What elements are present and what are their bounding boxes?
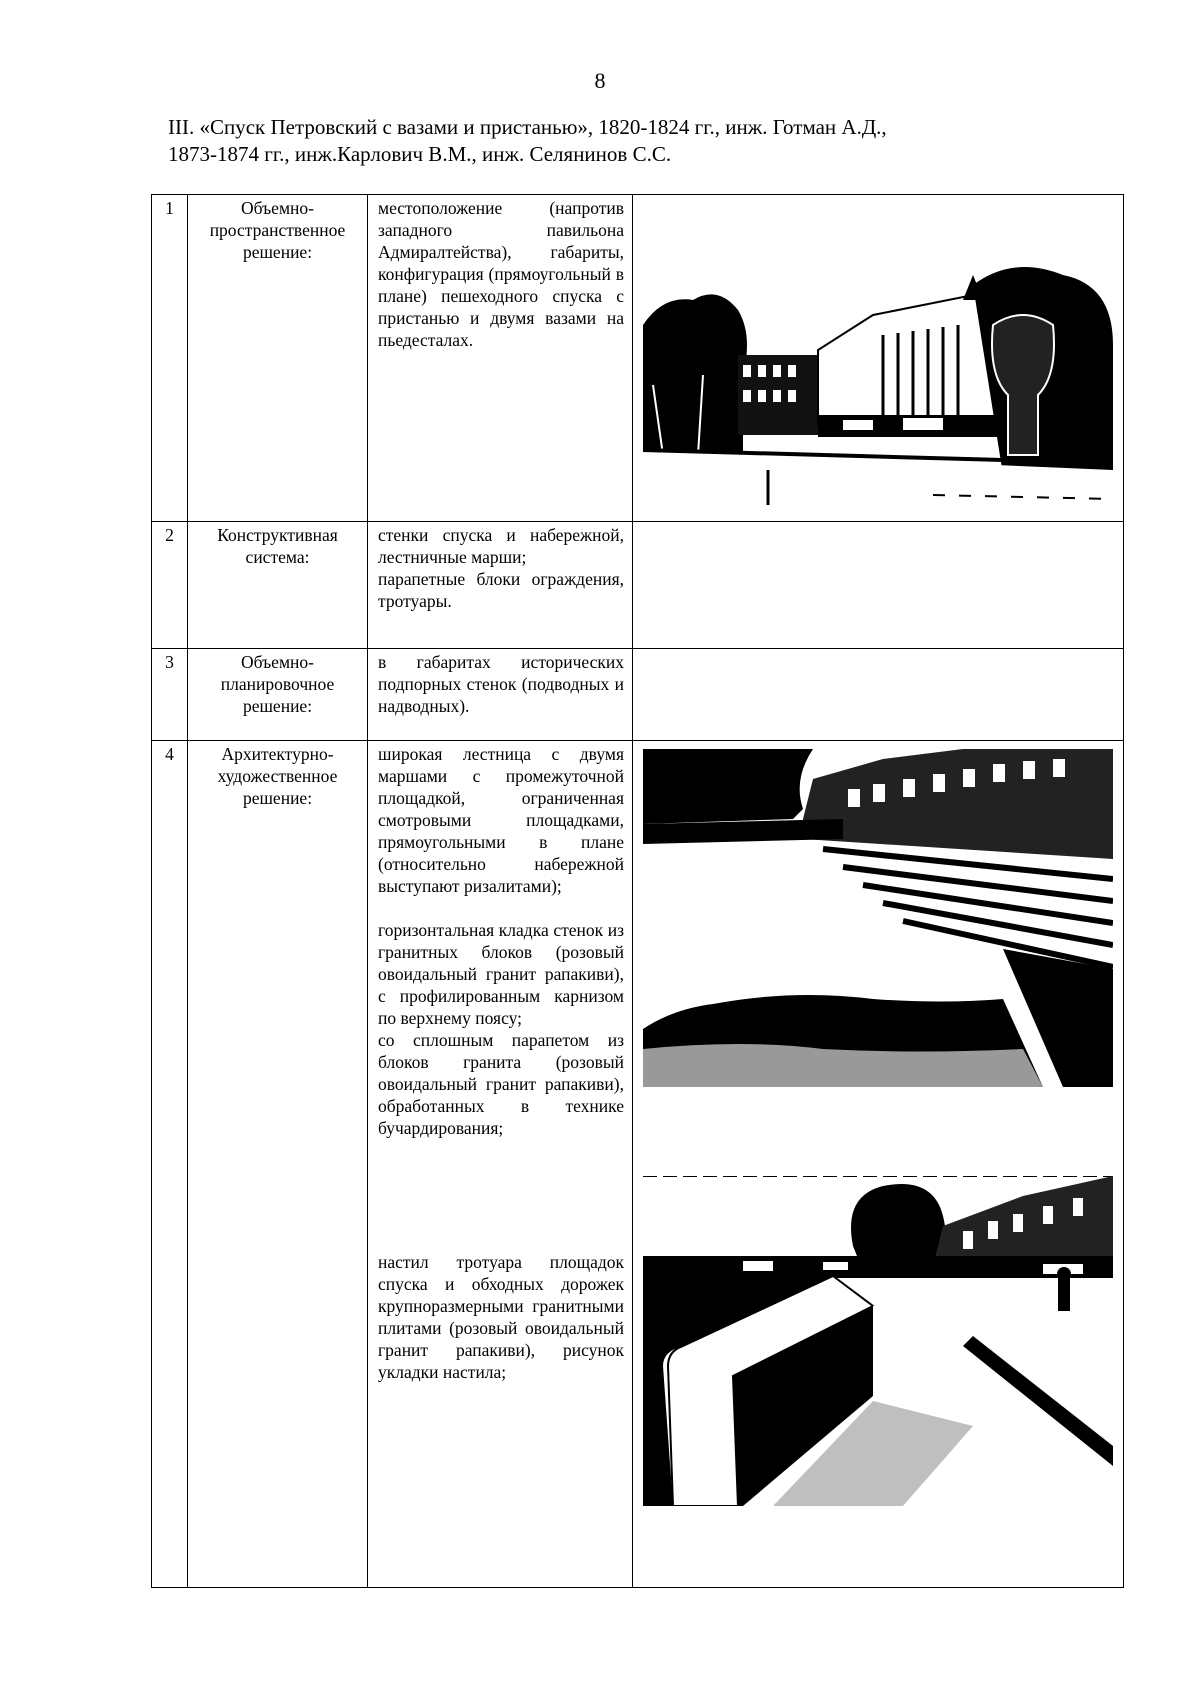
table-row [152,522,1124,649]
row-description [368,522,633,649]
row-number: 2 [152,522,188,649]
page-number: 8 [594,68,606,93]
heading-line-1: III. «Спуск Петровский с вазами и пристанью», 1820-1824 гг., инж. Готман А.Д., [168,115,887,139]
row-name-line: решение: [242,242,313,262]
row-name [188,195,368,522]
row-name [188,522,368,649]
description-paragraph: стенки спуска и набережной, лестничные марши; [378,525,624,567]
photo-stairs-descent [643,749,1113,1087]
row-number: 3 [152,649,188,741]
row-name [188,741,368,1588]
row-name-line: художественное [217,766,338,786]
photo-cell [633,649,1124,741]
table-row [152,649,1124,741]
description-paragraph: в габаритах исторических подпорных стенок (подводных и надводных). [378,652,624,716]
section-heading [168,114,1048,168]
row-name-line: система: [245,547,310,567]
photo-cell [633,522,1124,649]
photo-admiralty-view [643,255,1113,505]
row-name-line: Объемно- [241,652,314,672]
row-name-line: решение: [242,788,313,808]
description-paragraph: настил тротуара площадок спуска и обходных дорожек крупноразмерными гранитными плитами (розовый овоидальный гранит рапакиви), рисунок укладки настила; [378,1252,624,1382]
description-paragraph: широкая лестница с двумя маршами с промежуточной площадкой, ограниченная смотровыми площадками, прямоугольными в плане (относительно набережной выступают ризалитами); [378,744,624,896]
table-row [152,741,1124,1588]
photo-platform-parapet [643,1176,1113,1506]
description-paragraph: парапетные блоки ограждения, тротуары. [378,569,624,611]
row-description [368,195,633,522]
description-paragraph: горизонтальная кладка стенок из гранитных блоков (розовый овоидальный гранит рапакиви), с профилированным карнизом по верхнему поясу; [378,920,624,1028]
monument-table [151,194,1124,1588]
description-paragraph: местоположение (напротив западного павильона Адмиралтейства), габариты, конфигурация (прямоугольный в плане) пешеходного спуска с пристанью и двумя вазами на пьедесталах. [378,198,624,350]
description-paragraph: со сплошным парапетом из блоков гранита (розовый овоидальный гранит рапакиви), обработанных в технике бучардирования; [378,1030,624,1138]
row-name [188,649,368,741]
table-row [152,195,1124,522]
heading-line-2: 1873-1874 гг., инж.Карлович В.М., инж. Селянинов С.С. [168,142,672,166]
row-name-line: планировочное [220,674,335,694]
row-name-line: Конструктивная [217,525,338,545]
row-description [368,649,633,741]
photo-cell [633,741,1124,1588]
row-name-line: пространственное [209,220,346,240]
photo-cell [633,195,1124,522]
row-name-line: решение: [242,696,313,716]
row-number: 4 [152,741,188,1588]
row-name-line: Архитектурно- [221,744,334,764]
row-number: 1 [152,195,188,522]
row-name-line: Объемно- [241,198,314,218]
row-description [368,741,633,1588]
